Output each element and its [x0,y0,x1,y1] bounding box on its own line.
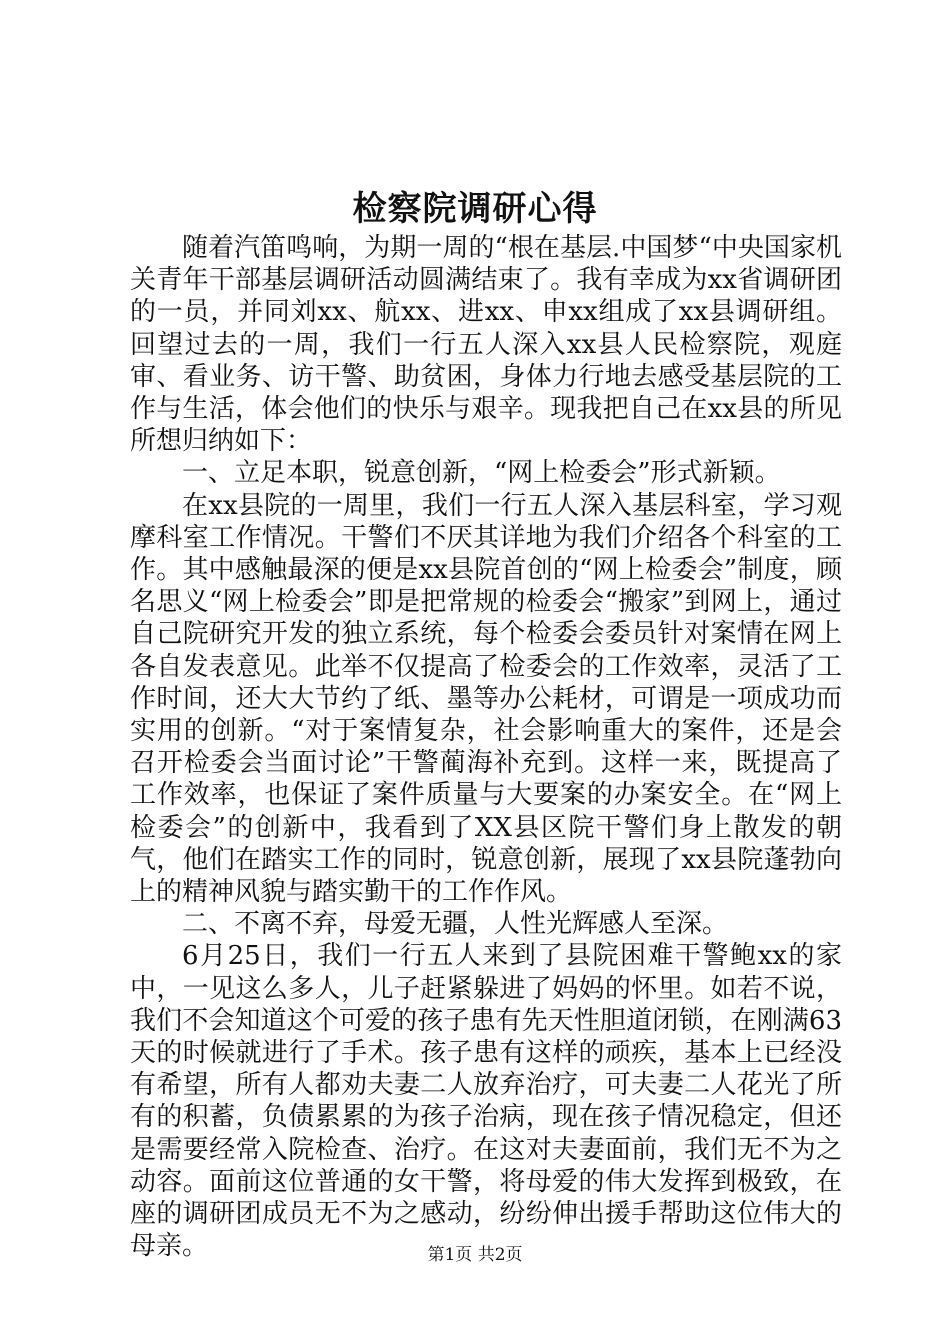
paragraph-section-1: 在xx县院的一周里，我们一行五人深入基层科室，学习观摩科室工作情况。干警们不厌其详地为我们介绍各个科室的工作。其中感触最深的便是xx县院首创的“网上检委会”制度，顾名思义“网上检委会”即是把常规的检委会“搬家”到网上，通过自己院研究开发的独立系统，每个检委会委员针对案情在网上各自发表意见。此举不仅提高了检委会的工作效率，灵活了工作时间，还大大节约了纸、墨等办公耗材，可谓是一项成功而实用的创新。“对于案情复杂，社会影响重大的案件，还是会召开检委会当面讨论”干警蔺海补充到。这样一来，既提高了工作效率，也保证了案件质量与大要案的办案安全。在“网上检委会”的创新中，我看到了XX县区院干警们身上散发的朝气，他们在踏实工作的同时，锐意创新，展现了xx县院蓬勃向上的精神风貌与踏实勤干的工作作风。 [130,490,842,908]
paragraph-section-2: 6月25日，我们一行五人来到了县院困难干警鲍xx的家中，一见这么多人，儿子赶紧躲进了妈妈的怀里。如若不说，我们不会知道这个可爱的孩子患有先天性胆道闭锁，在刚满63天的时候就进行了手术。孩子患有这样的顽疾，基本上已经没有希望，所有人都劝夫妻二人放弃治疗，可夫妻二人花光了所有的积蓄，负债累累的为孩子治病，现在孩子情况稳定，但还是需要经常入院检查、治疗。在这对夫妻面前，我们无不为之动容。面前这位普通的女干警，将母爱的伟大发挥到极致，在座的调研团成员无不为之感动，纷纷伸出援手帮助这位伟大的母亲。 [130,941,842,1262]
section-heading-2: 二、不离不弃，母爱无疆，人性光辉感人至深。 [182,909,729,940]
page-footer: 第1页 共2页 [427,1245,523,1265]
document-title: 检察院调研心得 [352,189,598,229]
paragraph-intro: 随着汽笛鸣响，为期一周的“根在基层.中国梦“中央国家机关青年干部基层调研活动圆满结束了。我有幸成为xx省调研团的一员，并同刘xx、航xx、进xx、申xx组成了xx县调研组。回望过去的一周，我们一行五人深入xx县人民检察院，观庭审、看业务、访干警、助贫困，身体力行地去感受基层院的工作与生活，体会他们的快乐与艰辛。现我把自己在xx县的所见所想归纳如下： [130,233,842,457]
section-heading-1: 一、立足本职，锐意创新，“网上检委会”形式新颖。 [182,458,781,489]
document-body [130,232,842,1263]
